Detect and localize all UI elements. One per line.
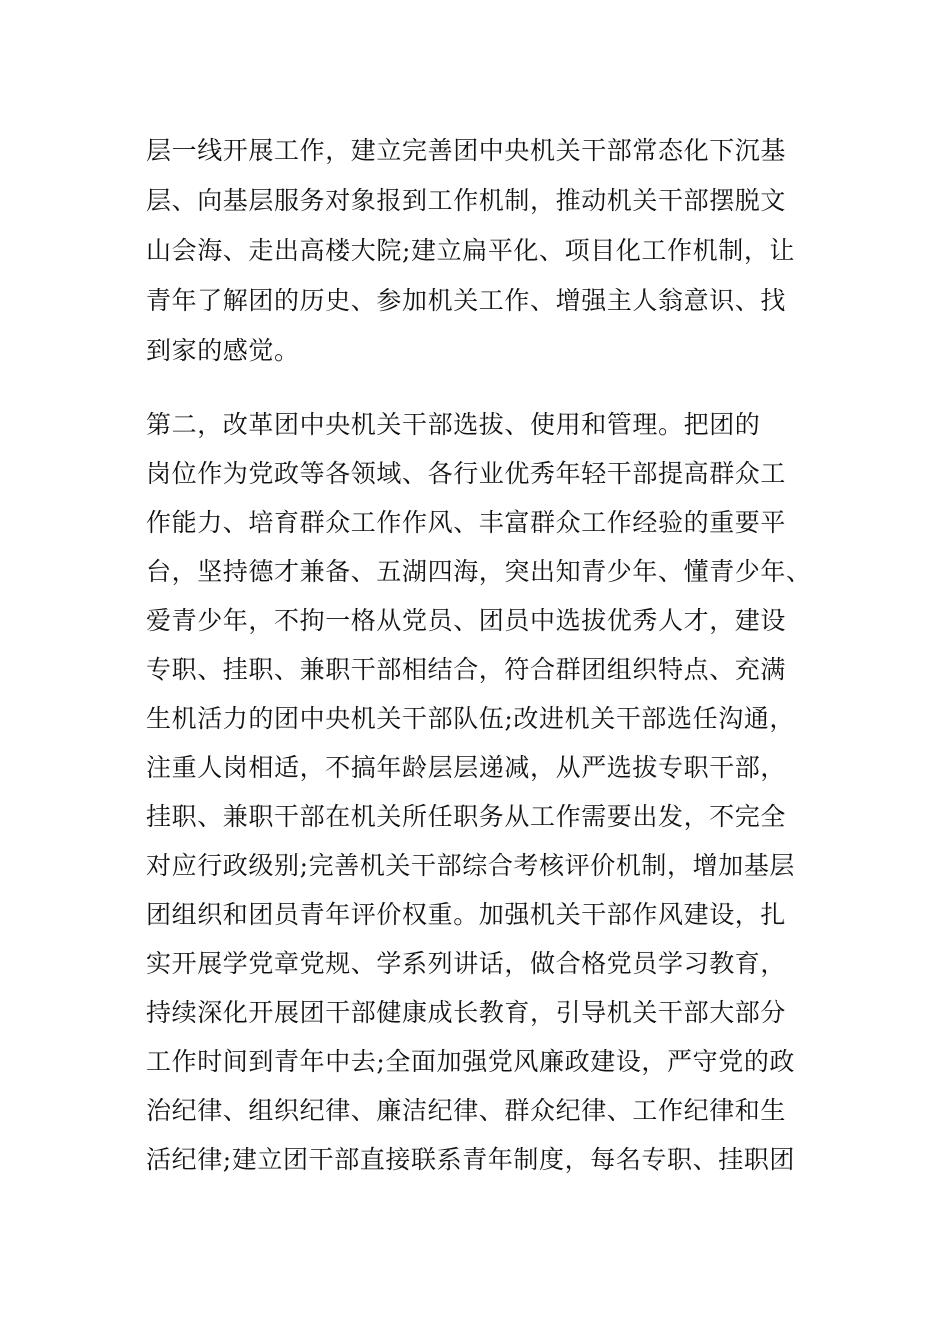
paragraph-2-line-13: 持续深化开展团干部健康成长教育，引导机关干部大部分 — [146, 998, 787, 1027]
paragraph-2-line-7: 生机活力的团中央机关干部队伍;改进机关干部选任沟通， — [146, 704, 796, 733]
paragraph-2-line-12: 实开展学党章党规、学系列讲话，做合格党员学习教育， — [146, 949, 787, 978]
paragraph-2-line-6: 专职、挂职、兼职干部相结合，符合群团组织特点、充满 — [146, 655, 787, 684]
paragraph-2-line-10: 对应行政级别;完善机关干部综合考核评价机制，增加基层 — [146, 851, 796, 880]
paragraph-2-line-4: 台，坚持德才兼备、五湖四海，突出知青少年、懂青少年、 — [146, 557, 812, 586]
paragraph-1-line-3: 山会海、走出高楼大院;建立扁平化、项目化工作机制，让 — [146, 236, 796, 265]
paragraph-2-line-11: 团组织和团员青年评价权重。加强机关干部作风建设，扎 — [146, 900, 787, 929]
paragraph-2-line-5: 爱青少年，不拘一格从党员、团员中选拔优秀人才，建设 — [146, 606, 787, 635]
paragraph-2-line-3: 作能力、培育群众工作作风、丰富群众工作经验的重要平 — [146, 508, 787, 537]
paragraph-1-line-4: 青年了解团的历史、参加机关工作、增强主人翁意识、找 — [146, 286, 787, 315]
paragraph-2-line-14: 工作时间到青年中去;全面加强党风廉政建设，严守党的政 — [146, 1047, 796, 1076]
paragraph-2-line-8: 注重人岗相适，不搞年龄层层递减，从严选拔专职干部， — [146, 753, 787, 782]
paragraph-2-line-1: 第二，改革团中央机关干部选拔、使用和管理。把团的 — [146, 410, 761, 439]
paragraph-2-line-2: 岗位作为党政等各领域、各行业优秀年轻干部提高群众工 — [146, 459, 787, 488]
paragraph-1-line-1: 层一线开展工作，建立完善团中央机关干部常态化下沉基 — [146, 136, 787, 165]
paragraph-2-line-15: 治纪律、组织纪律、廉洁纪律、群众纪律、工作纪律和生 — [146, 1096, 787, 1125]
paragraph-1-line-2: 层、向基层服务对象报到工作机制，推动机关干部摆脱文 — [146, 186, 787, 215]
paragraph-1-line-5: 到家的感觉。 — [146, 336, 300, 365]
paragraph-2-line-9: 挂职、兼职干部在机关所任职务从工作需要出发，不完全 — [146, 802, 787, 831]
paragraph-2-line-16: 活纪律;建立团干部直接联系青年制度，每名专职、挂职团 — [146, 1145, 796, 1174]
